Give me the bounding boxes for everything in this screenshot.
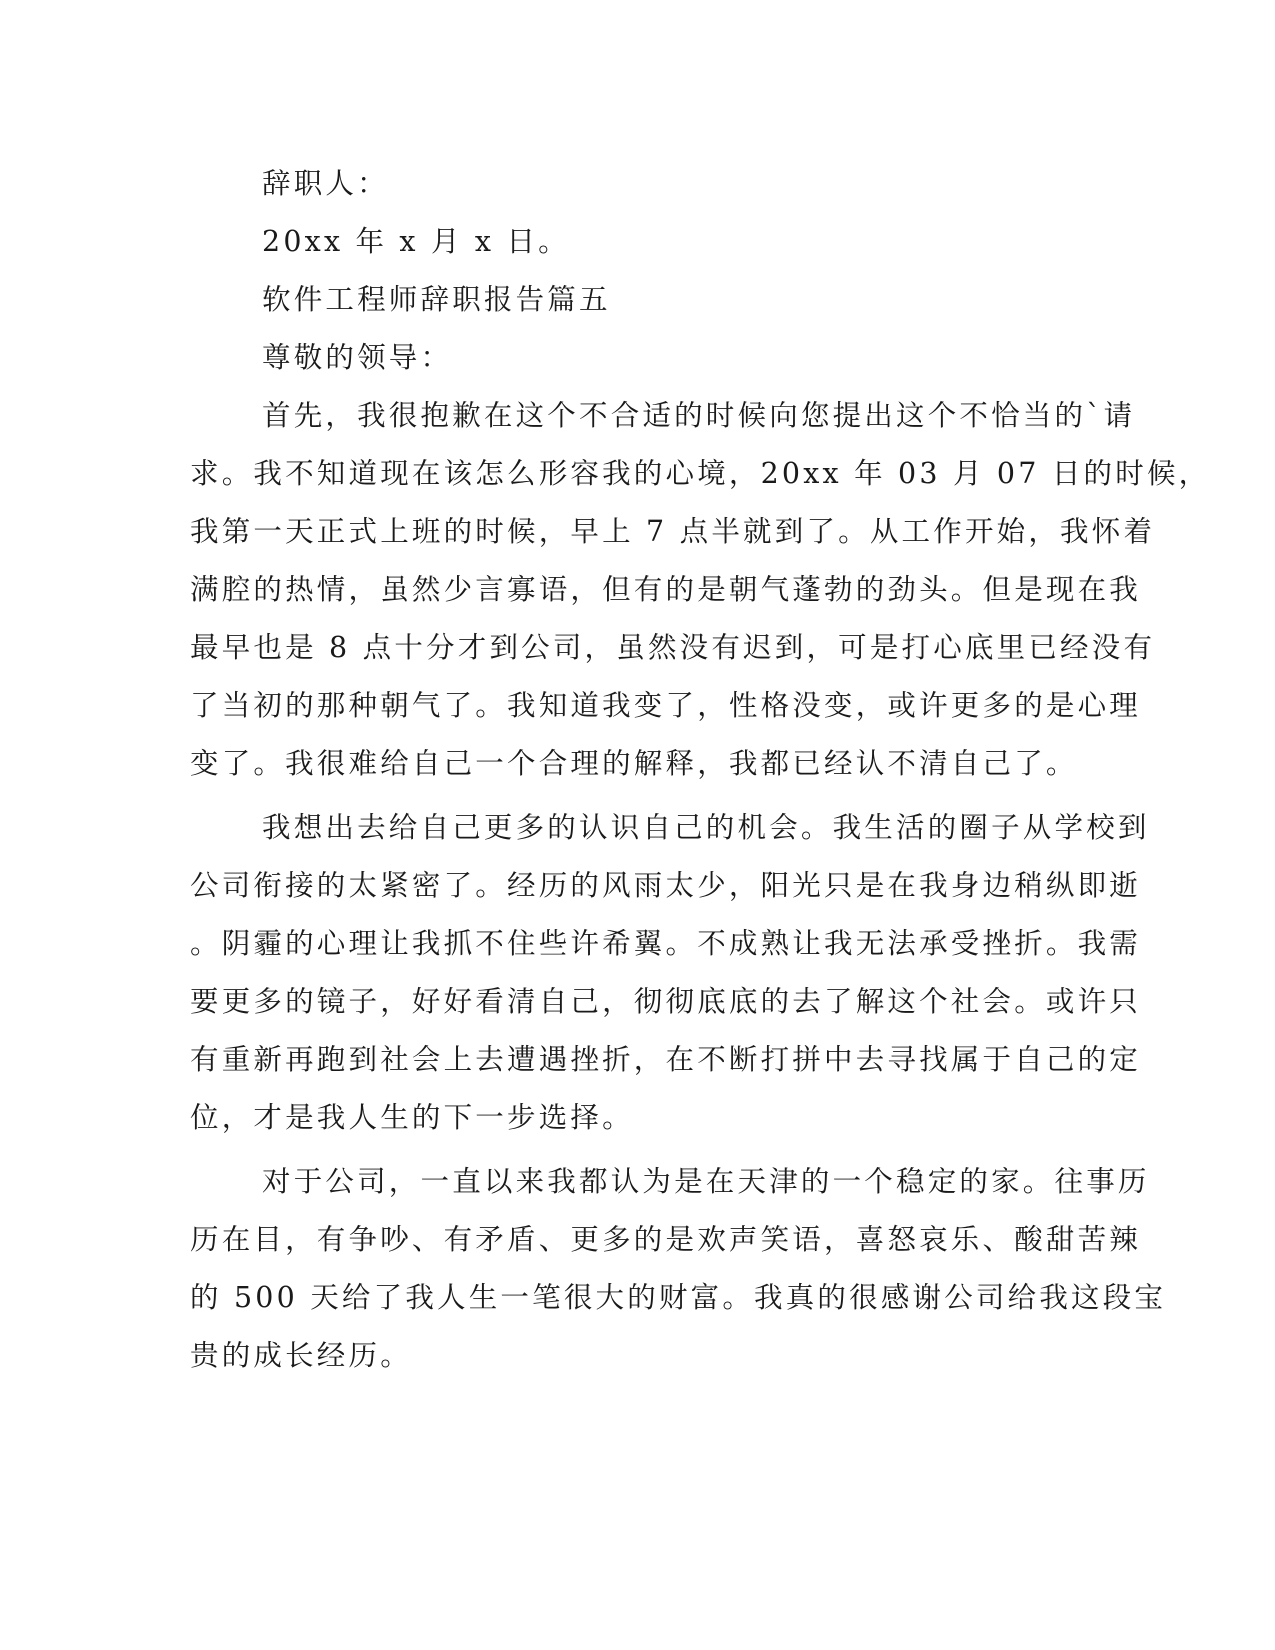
paragraph-line: 位，才是我人生的下一步选择。: [190, 1101, 634, 1134]
paragraph-line: 最早也是 8 点十分才到公司，虽然没有迟到，可是打心底里已经没有: [190, 631, 1156, 664]
paragraph-line: 求。我不知道现在该怎么形容我的心境，20xx 年 03 月 07 日的时候，: [190, 457, 1211, 490]
paragraph-line: 要更多的镜子，好好看清自己，彻彻底底的去了解这个社会。或许只: [190, 985, 1142, 1018]
paragraph-line: 我想出去给自己更多的认识自己的机会。我生活的圈子从学校到: [262, 811, 1150, 844]
section-title: 软件工程师辞职报告篇五: [262, 283, 611, 316]
signature-label: 辞职人：: [262, 167, 389, 200]
paragraph-line: 满腔的热情，虽然少言寡语，但有的是朝气蓬勃的劲头。但是现在我: [190, 573, 1142, 606]
paragraph-line: 首先，我很抱歉在这个不合适的时候向您提出这个不恰当的`请: [262, 399, 1136, 432]
paragraph-line: 。阴霾的心理让我抓不住些许希翼。不成熟让我无法承受挫折。我需: [190, 927, 1142, 960]
paragraph-line: 有重新再跑到社会上去遭遇挫折，在不断打拼中去寻找属于自己的定: [190, 1043, 1142, 1076]
paragraph-line: 公司衔接的太紧密了。经历的风雨太少，阳光只是在我身边稍纵即逝: [190, 869, 1142, 902]
salutation: 尊敬的领导：: [262, 341, 453, 374]
paragraph-line: 对于公司，一直以来我都认为是在天津的一个稳定的家。往事历: [262, 1165, 1150, 1198]
paragraph-line: 的 500 天给了我人生一笔很大的财富。我真的很感谢公司给我这段宝: [190, 1281, 1167, 1314]
paragraph-line: 历在目，有争吵、有矛盾、更多的是欢声笑语，喜怒哀乐、酸甜苦辣: [190, 1223, 1142, 1256]
paragraph-line: 变了。我很难给自己一个合理的解释，我都已经认不清自己了。: [190, 747, 1078, 780]
paragraph-line: 我第一天正式上班的时候，早上 7 点半就到了。从工作开始，我怀着: [190, 515, 1156, 548]
paragraph-line: 了当初的那种朝气了。我知道我变了，性格没变，或许更多的是心理: [190, 689, 1142, 722]
signature-date: 20xx 年 x 月 x 日。: [262, 225, 570, 258]
paragraph-line: 贵的成长经历。: [190, 1339, 412, 1372]
